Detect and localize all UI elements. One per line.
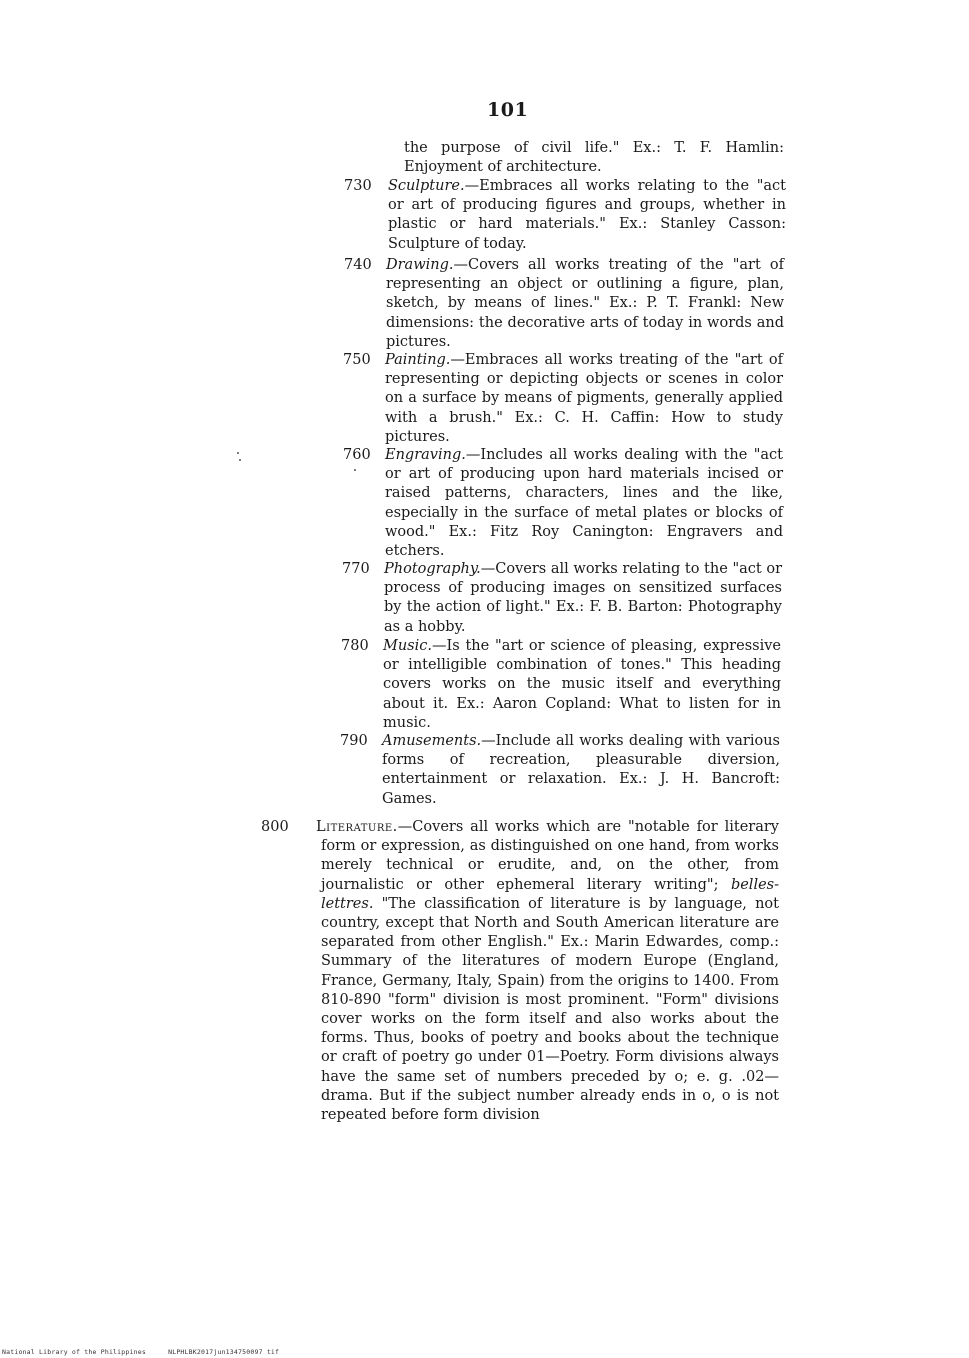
- class-number: 750: [343, 352, 371, 368]
- entry-text: —Include all works dealing with various forms of recreation, pleasurable diversion, entertainment or relaxation. Ex.: J. H. Bancroft: Games.: [382, 733, 780, 807]
- footer-identifier: NLPHLBK2017jun134750097 tif: [168, 1348, 280, 1356]
- entry-750: [343, 351, 785, 447]
- class-number: 770: [342, 561, 370, 577]
- entry-740: [344, 256, 786, 352]
- entry-text: —Covers all works treating of the "art of representing an object or outlining a figure, plan, sketch, by means of lines." Ex.: P. T. Frankl: New dimensions: the decorative arts of today in words and pictures.: [386, 257, 784, 350]
- entry-text: —Embraces all works treating of the "art of representing or depicting objects or scenes in color on a surface by means of pigments, generally applied with a brush." Ex.: C. H. Caffin: How to study pictures.: [385, 352, 783, 445]
- entry-heading: Drawing.: [386, 257, 454, 273]
- entry-heading: Engraving.: [385, 447, 466, 463]
- entry-heading: Literature.: [316, 819, 398, 835]
- entry-760: [343, 446, 785, 561]
- entry-text: —Covers all works which are "notable for literary form or expression, as distinguished on one hand, from works merely technical or erudite, and, on the other, from journalistic or other ephemeral literary writing";: [321, 819, 779, 893]
- footer-library: National Library of the Philippines: [2, 1348, 146, 1356]
- class-number: 800: [261, 819, 289, 835]
- entry-780: [341, 637, 783, 733]
- class-number: 730: [344, 178, 372, 194]
- entry-heading: Photography.: [384, 561, 481, 577]
- entry-790: [340, 732, 782, 809]
- scan-speck: [239, 459, 241, 461]
- entry-text: —Covers all works relating to the "act or process of producing images on sensitized surfaces by the action of light." Ex.: F. B. Barton: Photography as a hobby.: [384, 561, 782, 635]
- entry-heading: Amusements.: [382, 733, 482, 749]
- class-number: 790: [340, 733, 368, 749]
- entry-text-continued: "The classification of literature is by language, not country, except that North and South American literature are separated from other English." Ex.: Marin Edwardes, comp.: Summary of the literatures of modern Europe (England, France, Germany, Italy, Spain) from the origins to 1400. From 810-890 "form" division is most prominent. "Form" divisions cover works on the form itself and also works about the forms. Thus, books of poetry and books about the technique or craft of poetry go under 01—Poetry. Form divisions always have the same set of numbers preceded by o; e. g. .02—drama. But if the subject number already ends in o, o is not repeated before form division: [321, 895, 779, 1124]
- class-number: 780: [341, 638, 369, 654]
- continuation-text: the purpose of civil life." Ex.: T. F. Hamlin: Enjoyment of architecture.: [404, 140, 784, 176]
- class-number: 760: [343, 447, 371, 463]
- entry-770: [342, 560, 784, 637]
- entry-text: —Is the "art or science of pleasing, expressive or intelligible combination of tones." This heading covers works on the music itself and everything about it. Ex.: Aaron Copland: What to listen for in music.: [383, 638, 781, 731]
- scan-speck: [354, 469, 356, 471]
- entry-heading: Painting.: [385, 352, 451, 368]
- scan-speck: [237, 452, 239, 454]
- entry-730: [344, 177, 786, 255]
- scan-footer: [2, 1348, 297, 1356]
- entry-text: —Embraces all works relating to the "act or art of producing figures and groups, whether in plastic or hard materials." Ex.: Stanley Casson: Sculpture of today.: [388, 178, 786, 252]
- entry-text: —Includes all works dealing with the "act or art of producing upon hard materials incised or raised patterns, characters, lines and the like, especially in the surface of metal plates or blocks of wood." Ex.: Fitz Roy Canington: Engravers and etchers.: [385, 447, 783, 560]
- entry-heading: Music.: [383, 638, 432, 654]
- class-number: 740: [344, 257, 372, 273]
- page-number: 101: [487, 99, 529, 121]
- entry-800-literature: [261, 818, 781, 1124]
- entry-heading: Sculpture.: [388, 178, 465, 194]
- belles-lettres-term: belles-lettres.: [321, 876, 779, 912]
